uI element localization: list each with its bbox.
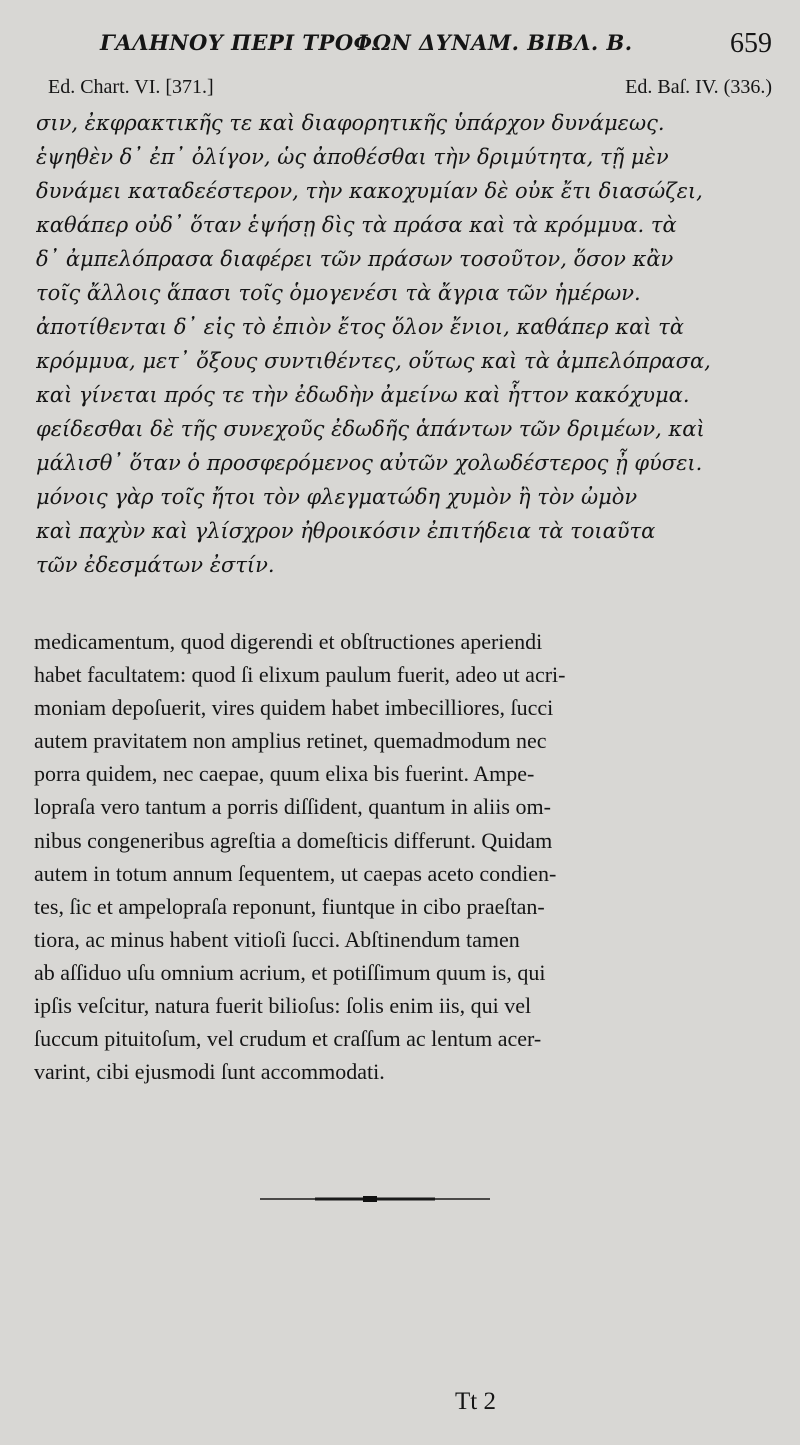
- greek-line: ἑψηθὲν δ᾽ ἐπ᾽ ὀλίγον, ὡς ἀποθέσθαι τὴν δριμύτητα, τῇ μὲν: [36, 145, 669, 169]
- greek-line: καὶ παχὺν καὶ γλίσχρον ἠθροικόσιν ἐπιτήδεια τὰ τοιαῦτα: [36, 519, 656, 543]
- latin-line: moniam depoſuerit, vires quidem habet imbecilliores, ſucci: [34, 695, 554, 721]
- latin-line: porra quidem, nec caepae, quum elixa bis fuerint. Ampe-: [34, 761, 535, 787]
- edition-reference-left: Ed. Chart. VI. [371.]: [48, 76, 214, 98]
- greek-line: καθάπερ οὐδ᾽ ὅταν ἑψήσῃ δὶς τὰ πράσα καὶ τὰ κρόμμυα. τὰ: [36, 213, 677, 237]
- greek-line: σιν, ἐκφρακτικῆς τε καὶ διαφορητικῆς ὑπάρχον δυνάμεως.: [36, 111, 665, 135]
- latin-line: medicamentum, quod digerendi et obſtructiones aperiendi: [34, 629, 543, 654]
- greek-line: κρόμμυα, μετ᾽ ὄξους συντιθέντες, οὕτως καὶ τὰ ἀμπελόπρασα,: [36, 349, 711, 373]
- greek-line: φείδεσθαι δὲ τῆς συνεχοῦς ἐδωδῆς ἁπάντων τῶν δριμέων, καὶ: [36, 417, 705, 441]
- greek-line: καὶ γίνεται πρός τε τὴν ἐδωδὴν ἀμείνω καὶ ἧττον κακόχυμα.: [36, 383, 690, 407]
- latin-line: autem pravitatem non amplius retinet, quemadmodum nec: [34, 728, 547, 754]
- latin-line: ab aſſiduo uſu omnium acrium, et potiſſimum quum is, qui: [34, 959, 546, 985]
- edition-reference-right: Ed. Baſ. IV. (336.): [625, 76, 772, 98]
- latin-line: tiora, ac minus habent vitioſi ſucci. Abſtinendum tamen: [34, 926, 520, 952]
- greek-line: τοῖς ἄλλοις ἅπασι τοῖς ὁμογενέσι τὰ ἄγρια τῶν ἡμέρων.: [36, 281, 641, 305]
- greek-line: δ᾽ ἀμπελόπρασα διαφέρει τῶν πράσων τοσοῦτον, ὅσον κἂν: [36, 247, 674, 271]
- latin-line: nibus congeneribus agreſtia a domeſticis differunt. Quidam: [34, 827, 553, 853]
- latin-line: lopraſa vero tantum a porris diſſident, quantum in aliis om-: [34, 794, 551, 820]
- latin-line: habet facultatem: quod ſi elixum paulum fuerit, adeo ut acri-: [34, 662, 566, 688]
- greek-text-block: [36, 106, 768, 582]
- greek-line: μάλισθ᾽ ὅταν ὁ προσφερόμενος αὐτῶν χολωδέστερος ᾖ φύσει.: [36, 451, 703, 475]
- latin-line: tes, ſic et ampelopraſa reponunt, fiuntque in cibo praeſtan-: [34, 893, 545, 919]
- greek-line: ἀποτίθενται δ᾽ εἰς τὸ ἐπιὸν ἔτος ὅλον ἔνιοι, καθάπερ καὶ τὰ: [36, 315, 684, 339]
- section-divider-ornament: [260, 1195, 490, 1203]
- greek-line: μόνοις γὰρ τοῖς ἤτοι τὸν φλεγματώδη χυμὸν ἢ τὸν ὠμὸν: [36, 485, 638, 509]
- greek-line: τῶν ἐδεσμάτων ἐστίν.: [36, 553, 275, 577]
- printer-signature: Tt 2: [455, 1388, 496, 1415]
- latin-line: ſuccum pituitoſum, vel crudum et craſſum ac lentum acer-: [34, 1026, 542, 1052]
- latin-line: ipſis veſcitur, natura fuerit bilioſus: ſolis enim iis, qui vel: [34, 993, 532, 1019]
- greek-line: δυνάμει καταδεέστερον, τὴν κακοχυμίαν δὲ οὐκ ἔτι διασώζει,: [36, 179, 703, 203]
- latin-text-block: [34, 625, 768, 1088]
- page-number: 659: [730, 28, 772, 59]
- latin-line: autem in totum annum ſequentem, ut caepas aceto condien-: [34, 860, 557, 886]
- running-head: ΓΑΛΗΝΟΥ ΠΕΡΙ ΤΡΟΦΩΝ ΔΥΝΑΜ. ΒΙΒΛ. Β.: [100, 30, 633, 55]
- latin-line: varint, cibi ejusmodi ſunt accommodati.: [34, 1059, 385, 1085]
